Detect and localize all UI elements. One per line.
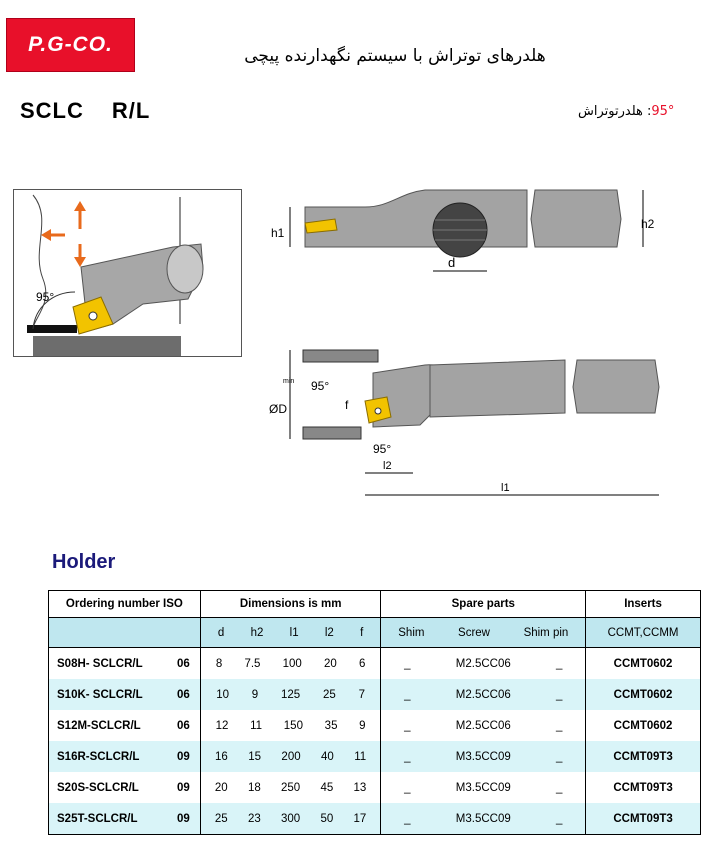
dmin-label: ØD xyxy=(269,402,287,416)
col-h2: h2 xyxy=(250,626,264,639)
f-label: f xyxy=(345,398,349,412)
cell-shim: _ xyxy=(404,657,411,670)
col-dimensions: Dimensions is mm xyxy=(200,591,381,618)
cell-dimensions xyxy=(200,741,381,772)
cell-dimensions xyxy=(200,803,381,835)
cell-code: S25T-SCLCR/L xyxy=(57,812,138,825)
h1-label: h1 xyxy=(271,226,285,240)
table-group-header xyxy=(49,591,701,618)
holder-side-drawing xyxy=(265,185,685,280)
table-row xyxy=(49,710,701,741)
company-logo xyxy=(6,18,135,72)
cell-screw: M3.5CC09 xyxy=(455,750,511,763)
cell-insert: CCMT0602 xyxy=(586,648,701,680)
cell-f: 6 xyxy=(358,657,366,670)
col-screw: Screw xyxy=(458,626,490,639)
table-row xyxy=(49,679,701,710)
cell-l1: 300 xyxy=(281,812,301,825)
dim-sub-headers xyxy=(200,618,381,648)
angle-label-top: 95° xyxy=(311,379,330,393)
cell-shim: _ xyxy=(404,812,411,825)
cell-d: 8 xyxy=(215,657,223,670)
cell-pin: _ xyxy=(556,719,563,732)
cell-h2: 9 xyxy=(251,688,259,701)
cell-d: 12 xyxy=(215,719,229,732)
cell-f: 9 xyxy=(359,719,366,732)
cell-dimensions xyxy=(200,710,381,741)
cell-ordering xyxy=(49,679,201,710)
cell-insert: CCMT09T3 xyxy=(586,741,701,772)
cell-shim: _ xyxy=(404,688,411,701)
cell-l2: 35 xyxy=(324,719,338,732)
cell-ordering xyxy=(49,803,201,835)
cell-iso: 06 xyxy=(176,719,190,732)
cell-code: S16R-SCLCR/L xyxy=(57,750,140,763)
table-row xyxy=(49,803,701,835)
cell-l1: 250 xyxy=(281,781,301,794)
boring-operation-illustration xyxy=(13,189,243,359)
cell-h2: 7.5 xyxy=(244,657,261,670)
cell-pin: _ xyxy=(556,657,563,670)
cell-insert: CCMT09T3 xyxy=(586,803,701,835)
angle-value: 95° xyxy=(651,104,675,119)
cell-insert: CCMT0602 xyxy=(586,710,701,741)
cell-dimensions xyxy=(200,679,381,710)
model-code xyxy=(20,98,150,124)
d-label: d xyxy=(448,255,456,270)
cell-spare xyxy=(381,710,586,741)
cell-code: S10K- SCLCR/L xyxy=(57,688,143,701)
model-name: SCLC xyxy=(20,98,84,123)
cell-pin: _ xyxy=(556,688,563,701)
col-insert-type: CCMT,CCMM xyxy=(586,618,701,648)
cell-dimensions xyxy=(200,648,381,680)
sub-header-blank xyxy=(49,618,201,648)
angle-caption xyxy=(578,104,674,119)
cell-h2: 15 xyxy=(248,750,261,763)
cell-f: 17 xyxy=(353,812,367,825)
dmin-subscript: min xyxy=(283,378,295,385)
spare-sub-headers xyxy=(381,618,586,648)
col-l1: l1 xyxy=(289,626,299,639)
col-l2: l2 xyxy=(324,626,334,639)
cell-l1: 125 xyxy=(281,688,301,701)
angle-label: : هلدرتوتراش xyxy=(578,104,652,119)
cell-f: 11 xyxy=(354,750,367,763)
logo-text: P.G-CO. xyxy=(28,33,113,56)
cell-spare xyxy=(381,648,586,680)
cell-screw: M3.5CC09 xyxy=(455,812,511,825)
angle-label-bottom: 95° xyxy=(373,442,392,456)
cell-insert: CCMT0602 xyxy=(586,679,701,710)
holder-top-drawing xyxy=(265,345,685,505)
cell-ordering xyxy=(49,772,201,803)
cell-l1: 150 xyxy=(283,719,303,732)
section-title: Holder xyxy=(52,551,116,573)
col-shim-pin: Shim pin xyxy=(523,626,569,639)
angle-label-left: 95° xyxy=(36,290,55,304)
cell-iso: 06 xyxy=(176,657,190,670)
cell-spare xyxy=(381,741,586,772)
cell-f: 13 xyxy=(353,781,367,794)
cell-pin: _ xyxy=(556,781,563,794)
cell-screw: M2.5CC06 xyxy=(455,657,511,670)
cell-spare xyxy=(381,679,586,710)
h2-label: h2 xyxy=(641,217,655,231)
table-row xyxy=(49,648,701,680)
col-d: d xyxy=(217,626,225,639)
cell-ordering xyxy=(49,741,201,772)
cell-d: 20 xyxy=(214,781,228,794)
cell-d: 25 xyxy=(214,812,228,825)
col-f: f xyxy=(360,626,364,639)
col-ordering-number: Ordering number ISO xyxy=(49,591,201,618)
cell-code: S08H- SCLCR/L xyxy=(57,657,143,670)
col-shim: Shim xyxy=(398,626,425,639)
cell-l2: 25 xyxy=(323,688,336,701)
cell-iso: 09 xyxy=(176,781,190,794)
cell-l2: 20 xyxy=(323,657,337,670)
cell-iso: 06 xyxy=(176,688,190,701)
cell-screw: M2.5CC06 xyxy=(455,688,511,701)
cell-code: S12M-SCLCR/L xyxy=(57,719,141,732)
cell-spare xyxy=(381,772,586,803)
l2-label: l2 xyxy=(383,460,392,472)
cell-shim: _ xyxy=(404,750,411,763)
model-suffix: R/L xyxy=(111,98,151,123)
cell-l2: 50 xyxy=(320,812,334,825)
cell-h2: 18 xyxy=(247,781,261,794)
cell-f: 7 xyxy=(358,688,366,701)
cell-ordering xyxy=(49,648,201,680)
col-spare-parts: Spare parts xyxy=(381,591,586,618)
cell-pin: _ xyxy=(556,812,563,825)
cell-ordering xyxy=(49,710,201,741)
cell-screw: M3.5CC09 xyxy=(455,781,511,794)
holder-spec-table xyxy=(48,590,701,835)
table-sub-header xyxy=(49,618,701,648)
cell-insert: CCMT09T3 xyxy=(586,772,701,803)
cell-code: S20S-SCLCR/L xyxy=(57,781,139,794)
cell-l2: 45 xyxy=(320,781,334,794)
cell-shim: _ xyxy=(404,719,411,732)
cell-l1: 100 xyxy=(282,657,302,670)
cell-screw: M2.5CC06 xyxy=(455,719,511,732)
cell-d: 10 xyxy=(216,688,229,701)
l1-label: l1 xyxy=(501,482,510,494)
page-title: هلدرهای توتراش با سیستم نگهدارنده پیچی xyxy=(244,46,546,66)
cell-d: 16 xyxy=(214,750,228,763)
cell-iso: 09 xyxy=(176,750,190,763)
cell-shim: _ xyxy=(404,781,411,794)
cell-l1: 200 xyxy=(281,750,301,763)
table-row xyxy=(49,772,701,803)
cell-l2: 40 xyxy=(321,750,334,763)
cell-pin: _ xyxy=(556,750,563,763)
col-inserts: Inserts xyxy=(586,591,701,618)
cell-h2: 23 xyxy=(247,812,261,825)
workpiece-wall xyxy=(33,336,181,356)
cell-spare xyxy=(381,803,586,835)
table-row xyxy=(49,741,701,772)
cell-iso: 09 xyxy=(176,812,190,825)
cell-dimensions xyxy=(200,772,381,803)
cell-h2: 11 xyxy=(250,719,263,732)
